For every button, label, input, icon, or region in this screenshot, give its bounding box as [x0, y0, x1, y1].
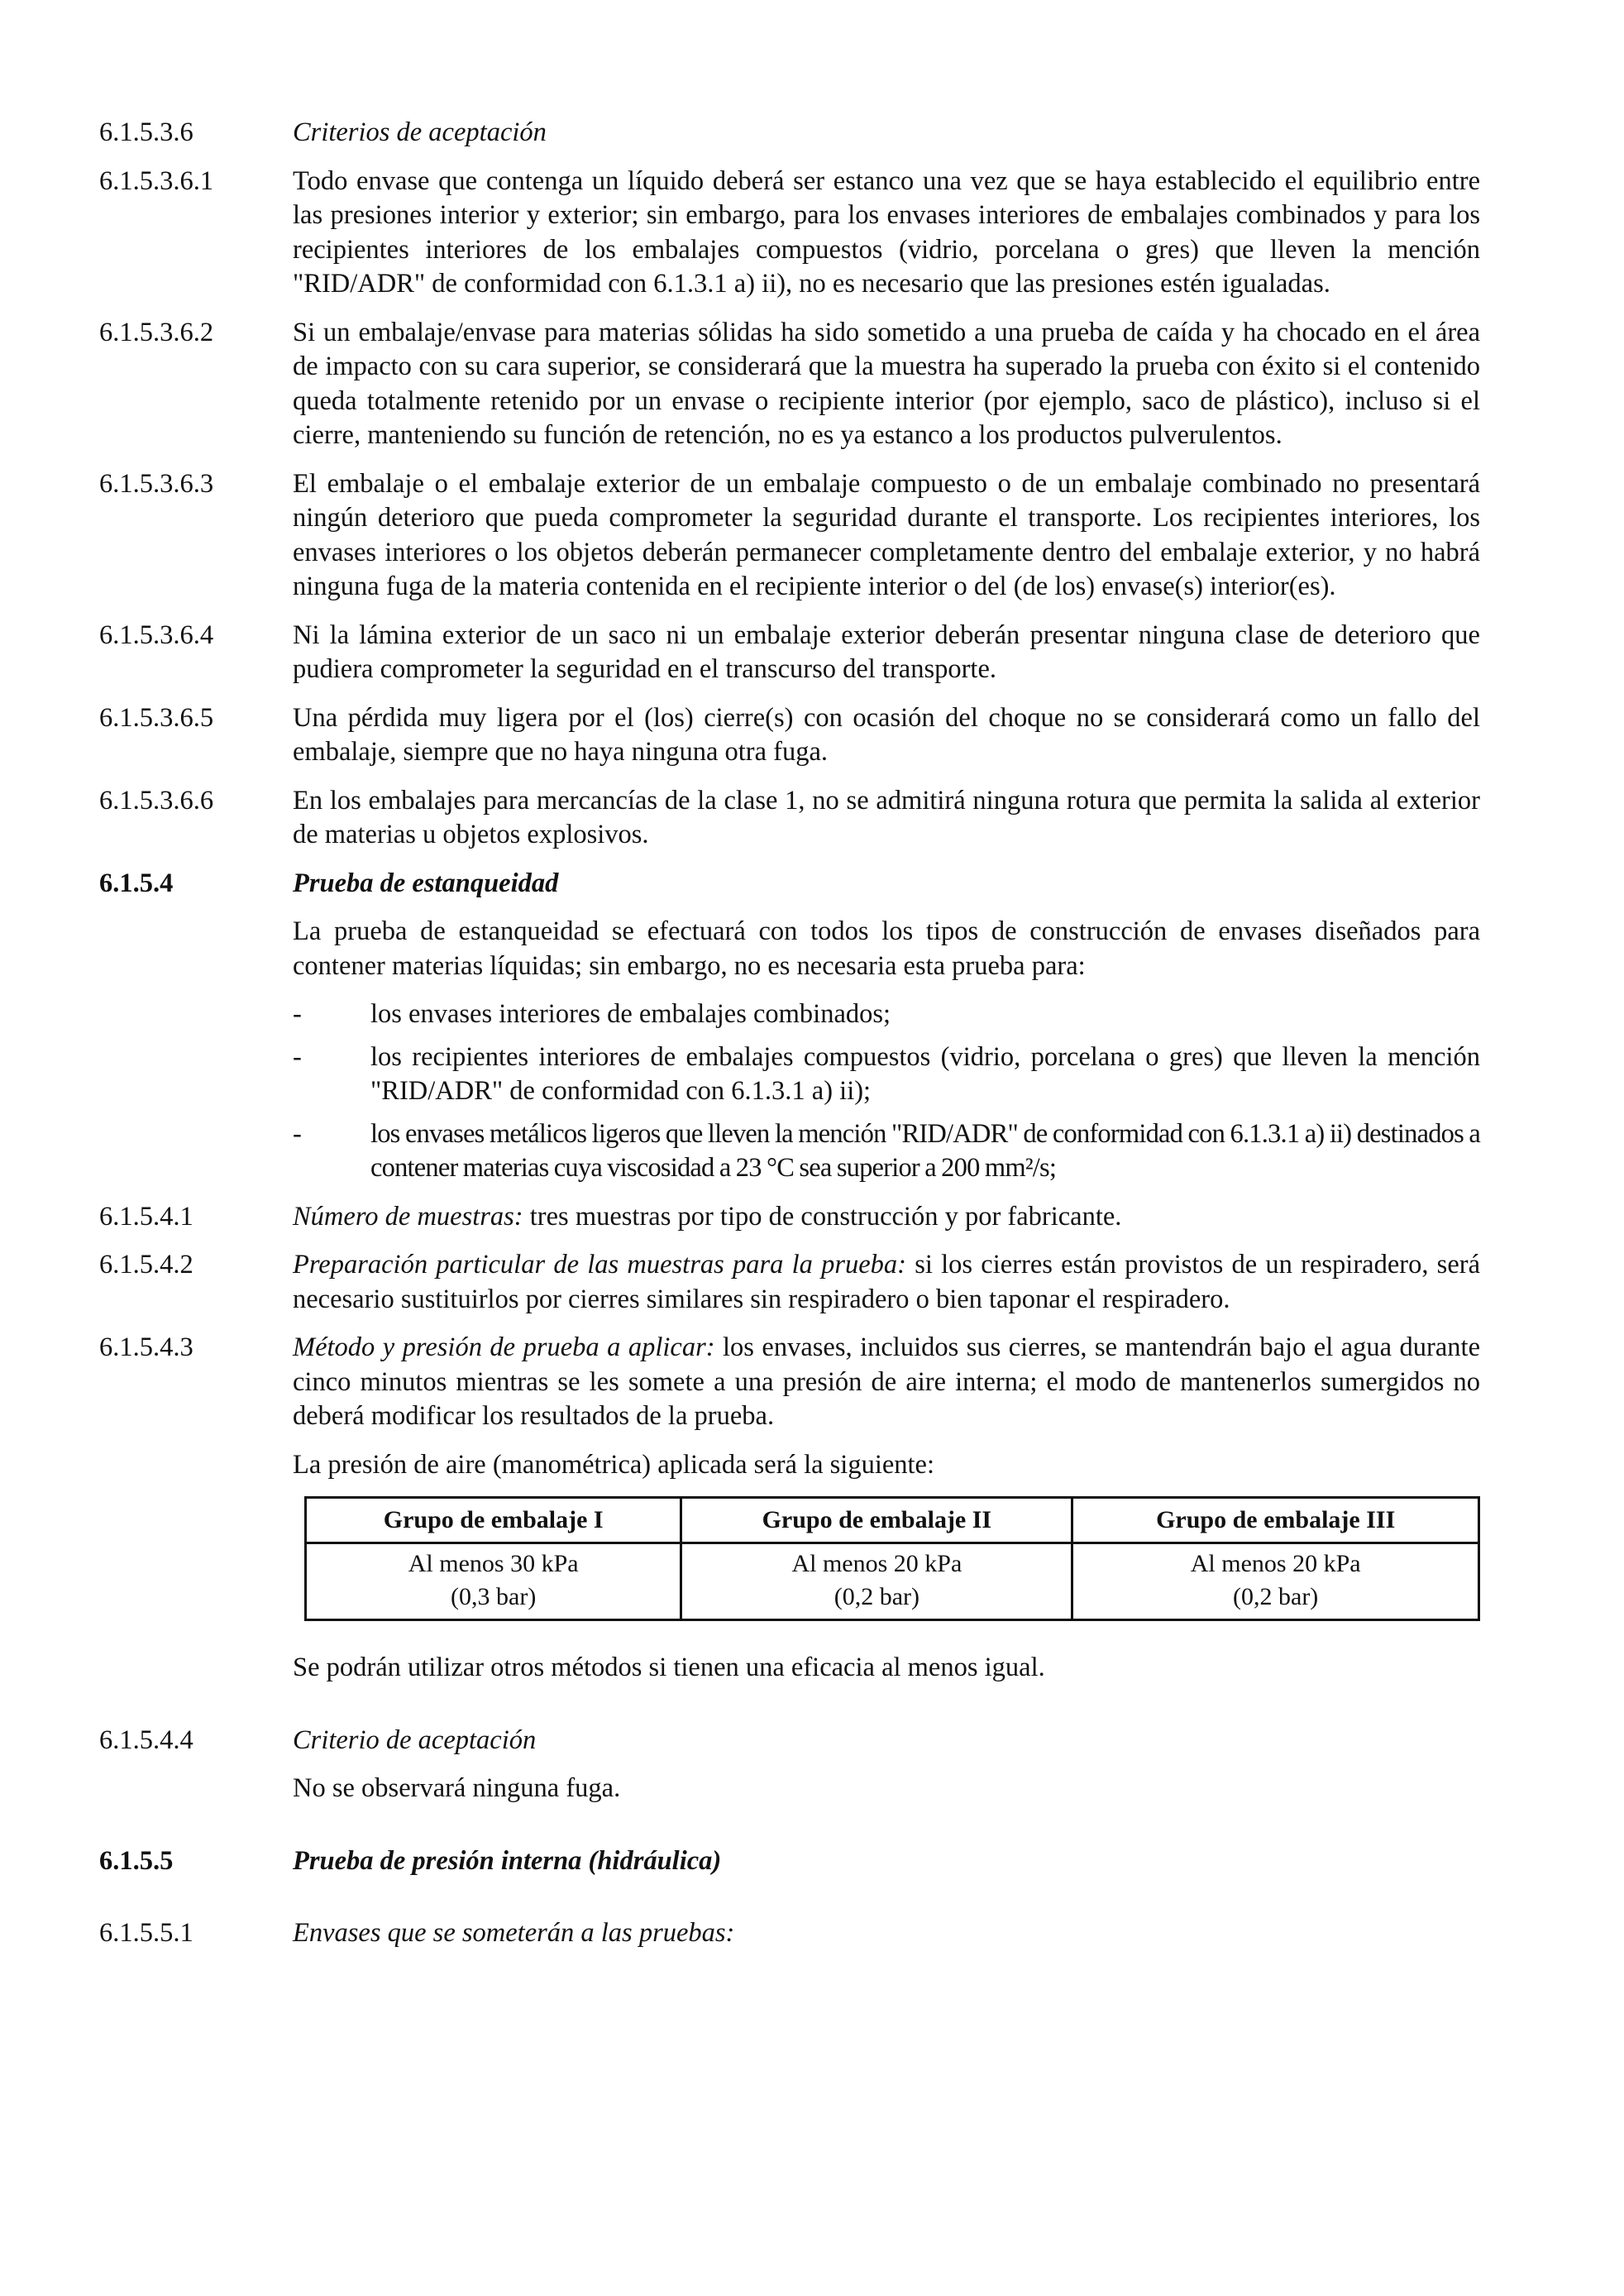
- cell-line: (0,2 bar): [833, 1583, 919, 1610]
- section-number: 6.1.5.3.6.4: [99, 619, 214, 650]
- list-item-text: los envases metálicos ligeros que lleven la mención "RID/ADR" de conformidad con 6.1.3.1 a) ii) destinados a contener materias cuya viscosidad a 23 °C sea superior a 200 mm²/s;: [370, 1118, 1480, 1183]
- cell-line: (0,2 bar): [1233, 1583, 1319, 1610]
- list-item: [293, 997, 1480, 1032]
- section-title: Criterio de aceptación: [293, 1724, 537, 1755]
- cell-line: (0,3 bar): [451, 1583, 537, 1610]
- section-6-1-5-3-6-1: [99, 165, 1480, 302]
- table-cell: [306, 1543, 681, 1620]
- table-intro: La presión de aire (manométrica) aplicada será la siguiente:: [293, 1449, 935, 1480]
- section-6-1-5-4-2: [99, 1248, 1480, 1317]
- section-text: En los embalajes para mercancías de la clase 1, no se admitirá ninguna rotura que permita la salida al exterior de materias u objetos explosivos.: [293, 785, 1480, 849]
- section-number: 6.1.5.3.6.3: [99, 468, 214, 499]
- list-item-text: los envases interiores de embalajes combinados;: [370, 999, 891, 1029]
- table-header-cell: Grupo de embalaje II: [681, 1498, 1072, 1543]
- section-6-1-5-5-heading: [99, 1844, 1480, 1879]
- cell-line: Al menos 20 kPa: [791, 1550, 962, 1577]
- section-6-1-5-3-6-4: [99, 619, 1480, 687]
- table-header-row: [306, 1498, 1479, 1543]
- section-title: Prueba de presión interna (hidráulica): [293, 1845, 722, 1876]
- table-note: Se podrán utilizar otros métodos si tienen una eficacia al menos igual.: [293, 1653, 1045, 1682]
- section-label: Número de muestras:: [293, 1201, 523, 1232]
- list-item: [293, 1040, 1480, 1109]
- cell-line: Al menos 20 kPa: [1190, 1550, 1361, 1577]
- acceptance-text: No se observará ninguna fuga.: [293, 1773, 621, 1803]
- section-number: 6.1.5.4.4: [99, 1724, 193, 1755]
- section-6-1-5-4-intro: La prueba de estanqueidad se efectuará con todos los tipos de construcción de envases diseñados para contener materias líquidas; sin embargo, no es necesaria esta prueba para:: [293, 916, 1480, 981]
- section-text: El embalaje o el embalaje exterior de un embalaje compuesto o de un embalaje combinado no presentará ningún deterioro que pueda comprometer la seguridad durante el transporte. Los recipientes interiores, los envases interiores o los objetos deberán permanecer completamente dentro del embalaje exterior, y no habrá ninguna fuga de la materia contenida en el recipiente interior o del (de los) envase(s) interior(es).: [293, 468, 1480, 601]
- document-page: [99, 116, 1480, 1965]
- section-number: 6.1.5.5: [99, 1845, 174, 1876]
- section-number: 6.1.5.3.6.1: [99, 165, 214, 196]
- section-number: 6.1.5.3.6.6: [99, 785, 214, 816]
- list-item: [293, 1117, 1480, 1186]
- section-6-1-5-3-6-3: [99, 467, 1480, 605]
- dash-marker: -: [293, 1118, 302, 1149]
- dash-marker: -: [293, 1041, 302, 1072]
- section-6-1-5-3-6-2: [99, 316, 1480, 453]
- cell-line: Al menos 30 kPa: [408, 1550, 579, 1577]
- list-item-text: los recipientes interiores de embalajes compuestos (vidrio, porcelana o gres) que lleven la mención "RID/ADR" de conformidad con 6.1.3.1 a) ii);: [370, 1041, 1480, 1106]
- section-text: los envases, incluidos sus cierres, se mantendrán bajo el agua durante cinco minutos mientras se les somete a una presión de aire interna; el modo de mantenerlos sumergidos no deberá modificar los resultados de la prueba.: [293, 1332, 1480, 1431]
- section-6-1-5-5-1: [99, 1916, 1480, 1951]
- section-text: Ni la lámina exterior de un saco ni un embalaje exterior deberán presentar ninguna clase de deterioro que pudiera comprometer la seguridad en el transcurso del transporte.: [293, 619, 1480, 684]
- section-number: 6.1.5.3.6: [99, 117, 193, 147]
- section-number: 6.1.5.3.6.2: [99, 317, 214, 347]
- section-6-1-5-3-6-5: [99, 701, 1480, 770]
- section-6-1-5-4-heading: [99, 867, 1480, 902]
- section-text: Si un embalaje/envase para materias sólidas ha sido sometido a una prueba de caída y ha chocado en el área de impacto con su cara superior, se considerará que la muestra ha superado la prueba con éxito si el contenido queda totalmente retenido por un envase o recipiente interior (por ejemplo, saco de plástico), incluso si el cierre, manteniendo su función de retención, no es ya estanco a los productos pulverulentos.: [293, 317, 1480, 450]
- table-row: [306, 1543, 1479, 1620]
- section-number: 6.1.5.4.1: [99, 1201, 193, 1232]
- section-title: Criterios de aceptación: [293, 117, 547, 147]
- section-number: 6.1.5.4: [99, 868, 174, 898]
- section-6-1-5-3-6: [99, 116, 1480, 151]
- section-title: Envases que se someterán a las pruebas:: [293, 1918, 735, 1948]
- pressure-table: [304, 1496, 1480, 1621]
- section-text: tres muestras por tipo de construcción y por fabricante.: [523, 1201, 1122, 1232]
- table-header-cell: Grupo de embalaje I: [306, 1498, 681, 1543]
- section-title: Prueba de estanqueidad: [293, 868, 559, 898]
- section-text: Todo envase que contenga un líquido deberá ser estanco una vez que se haya establecido el equilibrio entre las presiones interior y exterior; sin embargo, para los envases interiores de embalajes combinados y para los recipientes interiores de los embalajes compuestos (vidrio, porcelana o gres) que lleven la mención "RID/ADR" de conformidad con 6.1.3.1 a) ii), no es necesario que las presiones estén igualadas.: [293, 165, 1480, 299]
- section-label: Método y presión de prueba a aplicar:: [293, 1332, 715, 1362]
- table-cell: [681, 1543, 1072, 1620]
- section-6-1-5-4-3: [99, 1331, 1480, 1434]
- dash-marker: -: [293, 999, 302, 1029]
- section-6-1-5-4-1: [99, 1200, 1480, 1235]
- section-text: Una pérdida muy ligera por el (los) cierre(s) con ocasión del choque no se considerará como un fallo del embalaje, siempre que no haya ninguna otra fuga.: [293, 702, 1480, 767]
- section-number: 6.1.5.4.3: [99, 1332, 193, 1362]
- pressure-table-wrapper: [99, 1496, 1480, 1621]
- section-number: 6.1.5.5.1: [99, 1918, 193, 1948]
- table-header-cell: Grupo de embalaje III: [1072, 1498, 1479, 1543]
- exemption-list: [99, 997, 1480, 1186]
- section-text: si los cierres están provistos de un respiradero, será necesario sustituirlos por cierres similares sin respiradero o bien taponar el respiradero.: [293, 1250, 1480, 1314]
- section-number: 6.1.5.4.2: [99, 1250, 193, 1280]
- section-6-1-5-4-4: [99, 1724, 1480, 1758]
- table-cell: [1072, 1543, 1479, 1620]
- section-number: 6.1.5.3.6.5: [99, 702, 214, 733]
- section-6-1-5-3-6-6: [99, 784, 1480, 853]
- section-label: Preparación particular de las muestras para la prueba:: [293, 1250, 907, 1280]
